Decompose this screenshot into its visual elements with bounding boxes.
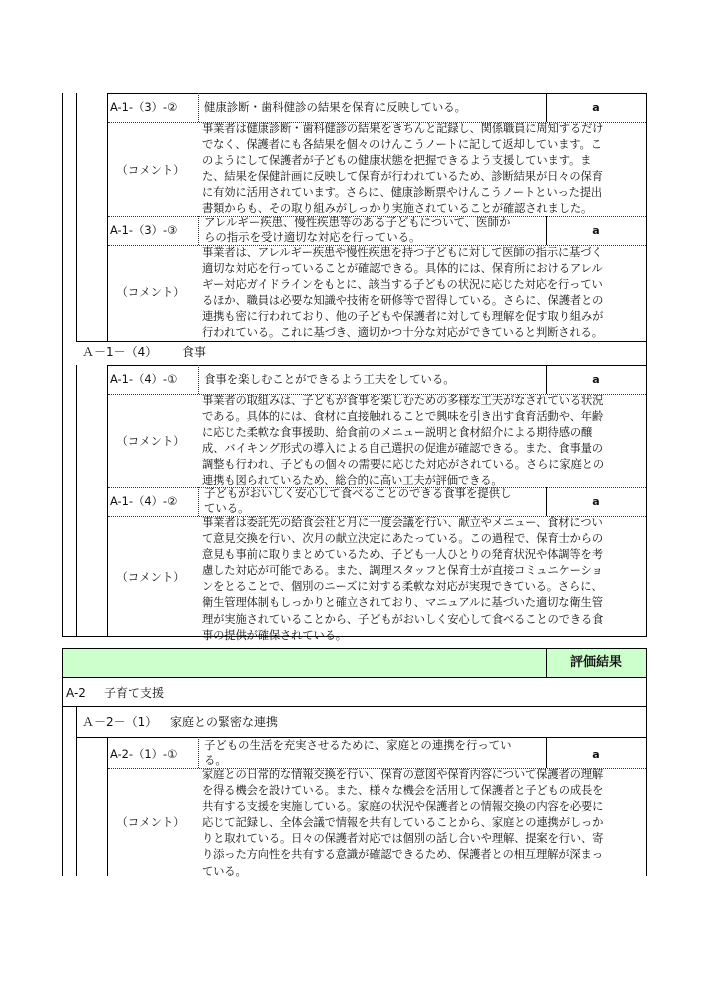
table-border <box>76 93 77 341</box>
sub-heading-code: Ａ－1－（4） <box>82 345 158 359</box>
item-code: A-1-（4）-① <box>110 372 178 386</box>
comment-text: 家庭との日常的な情報交換を行い、保育の意図や保育内容について保護者の理解 を得る機会を設けている。また、様々な機会を活用して保護者と子どもの成長を 共有する支援を実施している。家庭の状況や保護者との情報交換の内容を必要に 応じて記録し、全体会議で情報を共有していることから、家庭との連携がしっか りと取れている。日々の保護者対応では個別の話し合いや理解、提案を行い、寄 り添った方向性を共有する意識が確認できるため、保護者との相互理解が深まっ ている。 <box>202 768 604 878</box>
table-border <box>107 93 647 94</box>
comment-label: （コメント） <box>116 570 185 584</box>
sub-heading-title: 食事 <box>182 345 207 359</box>
table-border <box>62 93 63 637</box>
table-border <box>107 737 108 876</box>
column-divider <box>198 93 199 122</box>
table-border <box>107 93 108 341</box>
column-divider <box>198 216 199 245</box>
table-border <box>62 678 63 876</box>
column-divider <box>198 487 199 516</box>
evaluation-grade: a <box>592 373 600 386</box>
item-title: 子どもがおいしく安心して食べることのできる食事を提供し ている。 <box>204 486 512 515</box>
comment-text: 事業者は健康診断・歯科健診の結果をきちんと記録し、関係職員に周知するだけ でなく、保護者にも各結果を個々のけんこうノートに記して返却しています。こ のようにして保護者が子どもの健康状態を把握できるよう支援しています。ま た、結果を保健計画に反映して保育が行われているため、診断結果が日々の保育 に有効に活用されています。さらに、健康診断票やけんこうノートといった提出 書類からも、その取り組みがしっかり実施されていることが確認されました。 <box>202 122 604 216</box>
sub-heading-title: 家庭との緊密な連携 <box>170 715 279 729</box>
table-border <box>76 706 77 876</box>
section-heading-code: A-2 <box>66 686 86 700</box>
comment-label: （コメント） <box>116 163 185 177</box>
evaluation-grade: a <box>592 495 600 508</box>
item-code: A-1-（3）-③ <box>110 223 178 237</box>
table-border <box>107 365 647 366</box>
column-divider <box>198 365 199 394</box>
comment-label: （コメント） <box>116 434 185 448</box>
item-code: A-1-（4）-② <box>110 494 178 508</box>
evaluation-result-header: 評価結果 <box>569 655 622 670</box>
comment-text: 事業者は委託先の給食会社と月に一度会議を行い、献立やメニュー、食材につい て意見交換を行い、次月の献立決定にあたっている。この過程で、保育士からの 意見も事前に取りまとめているため、子ども一人ひとりの発育状況や体調等を考 慮した対応が可能である。また、調理スタッフと保育士が直接コミュニケーショ ンをとることで、個別のニーズに対する柔軟な対応が実現できている。さらに、 衛生管理体制もしっかりと確立されており、マニュアルに基づいた適切な衛生管 理が実施されていることから、子どもがおいしく安心して食べることのできる食 事の提供が確保されている。 <box>202 516 604 642</box>
item-title: 健康診断・歯科健診の結果を保育に反映している。 <box>204 100 466 114</box>
table-border <box>62 706 647 707</box>
item-title: 食事を楽しむことができるよう工夫をしている。 <box>204 372 455 386</box>
table-border <box>76 365 77 637</box>
section-heading-title: 子育て支援 <box>104 686 165 700</box>
item-code: A-1-（3）-② <box>110 100 178 114</box>
comment-label: （コメント） <box>116 815 185 829</box>
comment-text: 事業者の取組みは、子どもが食事を楽しむための多様な工夫がなされている状況 である。具体的には、食材に直接触れることで興味を引き出す食育活動や、年齢 に応じた柔軟な食事援助、給食前のメニュー説明と食材紹介による期待感の醸 成、バイキング形式の導入による自己選択の促進が確認できる。また、食事量の 調整も行われ、子どもの個々の需要に応じた対応がされている。さらに家庭との 連携も図られているため、総合的に高い工夫が評価できる。 <box>202 394 604 488</box>
column-divider <box>198 737 199 768</box>
evaluation-grade: a <box>592 101 600 114</box>
item-title: 子どもの生活を充実させるために、家庭との連携を行ってい る。 <box>204 738 512 767</box>
item-title: アレルギー疾患、慢性疾患等のある子どもについて、医師か らの指示を受け適切な対応を行っている。 <box>204 215 511 244</box>
sub-heading-code: Ａ－2－（1） <box>82 715 158 729</box>
table-border <box>646 678 647 876</box>
evaluation-grade: a <box>592 748 600 761</box>
table-border <box>107 365 108 637</box>
evaluation-grade: a <box>592 224 600 237</box>
comment-text: 事業者は、アレルギー疾患や慢性疾患を持つ子どもに対して医師の指示に基づく 適切な対応を行っていることが確認できる。具体的には、保育所におけるアレル ギー対応ガイドラインをもとに、該当する子どもの状況に応じた対応を行ってい るほか、職員は必要な知識や技術を研修等で習得している。さらに、保護者との 連携も密に行われており、他の子どもや保護者に対しても理解を促す取り組みが 行われている。これに基づき、適切かつ十分な対応ができていると判断される。 <box>202 246 604 340</box>
comment-label: （コメント） <box>116 285 185 299</box>
item-code: A-2-（1）-① <box>110 747 178 761</box>
